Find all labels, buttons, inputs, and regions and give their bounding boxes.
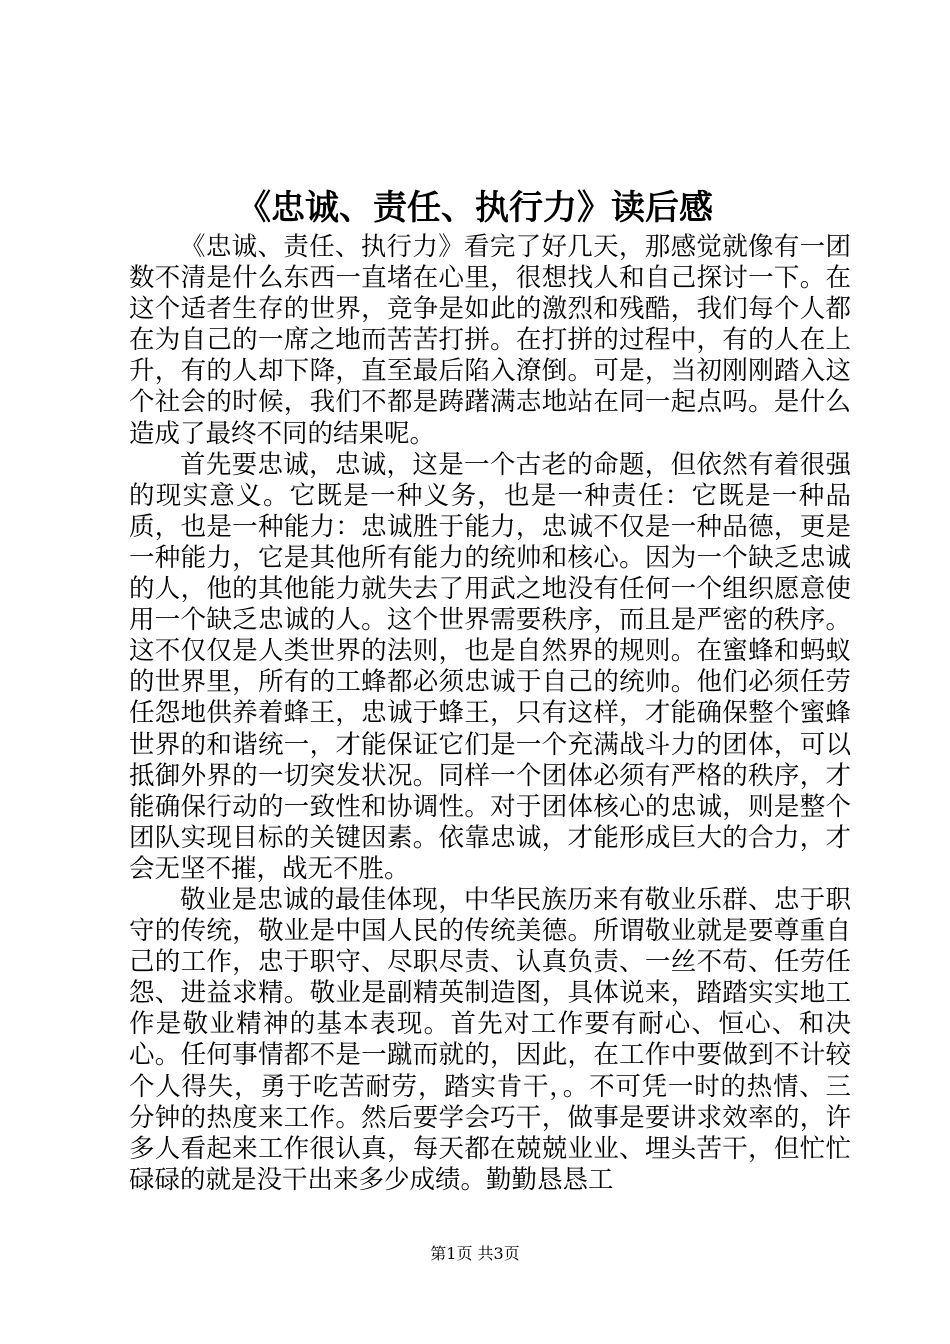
paragraph-loyalty: 首先要忠诚，忠诚，这是一个古老的命题，但依然有着很强的现实意义。它既是一种义务，也是一种责任：它既是一种品质，也是一种能力：忠诚胜于能力，忠诚不仅是一种品德，更是一种能力，它是其他所有能力的统帅和核心。因为一个缺乏忠诚的人，他的其他能力就失去了用武之地没有任何一个组织愿意使用一个缺乏忠诚的人。这个世界需要秩序，而且是严密的秩序。这不仅仅是人类世界的法则，也是自然界的规则。在蜜蜂和蚂蚁的世界里，所有的工蜂都必须忠诚于自己的统帅。他们必须任劳任怨地供养着蜂王，忠诚于蜂王，只有这样，才能确保整个蜜蜂世界的和谐统一，才能保证它们是一个充满战斗力的团体，可以抵御外界的一切突发状况。同样一个团体必须有严格的秩序，才能确保行动的一致性和协调性。对于团体核心的忠诚，则是整个团队实现目标的关键因素。依靠忠诚，才能形成巨大的合力，才会无坚不摧，战无不胜。 (129, 449, 851, 884)
page-number-footer: 第1页 共3页 (430, 1244, 520, 1263)
document-title: 《忠诚、责任、执行力》读后感 (237, 188, 713, 228)
paragraph-dedication: 敬业是忠诚的最佳体现，中华民族历来有敬业乐群、忠于职守的传统，敬业是中国人民的传统美德。所谓敬业就是要尊重自己的工作，忠于职守、尽职尽责、认真负责、一丝不苟、任劳任怨、进益求精。敬业是副精英制造图，具体说来，踏踏实实地工作是敬业精神的基本表现。首先对工作要有耐心、恒心、和决心。任何事情都不是一蹴而就的，因此，在工作中要做到不计较个人得失，勇于吃苦耐劳，踏实肯干，。不可凭一时的热情、三分钟的热度来工作。然后要学会巧干，做事是要讲求效率的，许多人看起来工作很认真，每天都在兢兢业业、埋头苦干，但忙忙碌碌的就是没干出来多少成绩。勤勤恳恳工 (129, 884, 851, 1195)
document-body (129, 232, 851, 1196)
paragraph-intro: 《忠诚、责任、执行力》看完了好几天，那感觉就像有一团数不清是什么东西一直堵在心里，很想找人和自己探讨一下。在这个适者生存的世界，竞争是如此的激烈和残酷，我们每个人都在为自己的一席之地而苦苦打拼。在打拼的过程中，有的人在上升，有的人却下降，直至最后陷入潦倒。可是，当初刚刚踏入这个社会的时候，我们不都是踌躇满志地站在同一起点吗。是什么造成了最终不同的结果呢。 (129, 232, 851, 449)
